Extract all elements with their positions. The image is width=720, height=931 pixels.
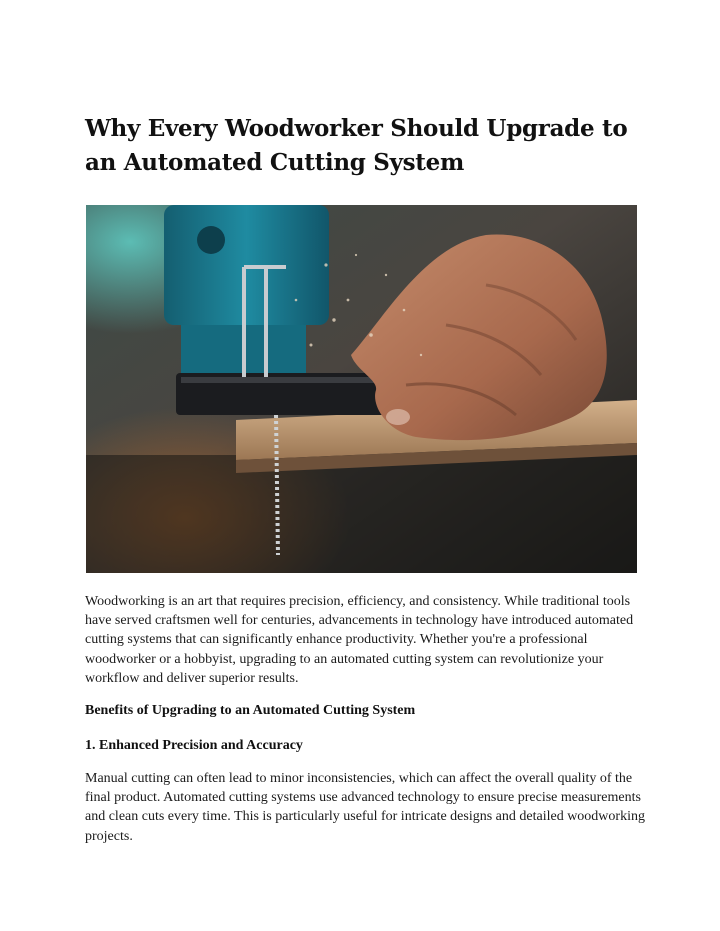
body-paragraph: Manual cutting can often lead to minor inconsistencies, which can affect the overall quality of the final product. Automated cutting systems use advanced technology to ensure precise measurements and clean cuts every time. This is particularly useful for intricate designs and detailed woodworking projects. <box>85 771 645 844</box>
intro-paragraph: Woodworking is an art that requires precision, efficiency, and consistency. While traditional tools have served craftsmen well for centuries, advancements in technology have introduced automated cutting systems that can significantly enhance productivity. Whether you're a professional woodworker or a hobbyist, upgrading to an automated cutting system can revolutionize your workflow and deliver superior results. <box>85 594 634 686</box>
subsection-heading: 1. Enhanced Precision and Accuracy <box>85 738 303 753</box>
hero-image <box>86 205 637 573</box>
page-title: Why Every Woodworker Should Upgrade to an Automated Cutting System <box>85 115 628 176</box>
section-heading: Benefits of Upgrading to an Automated Cutting System <box>85 703 416 718</box>
